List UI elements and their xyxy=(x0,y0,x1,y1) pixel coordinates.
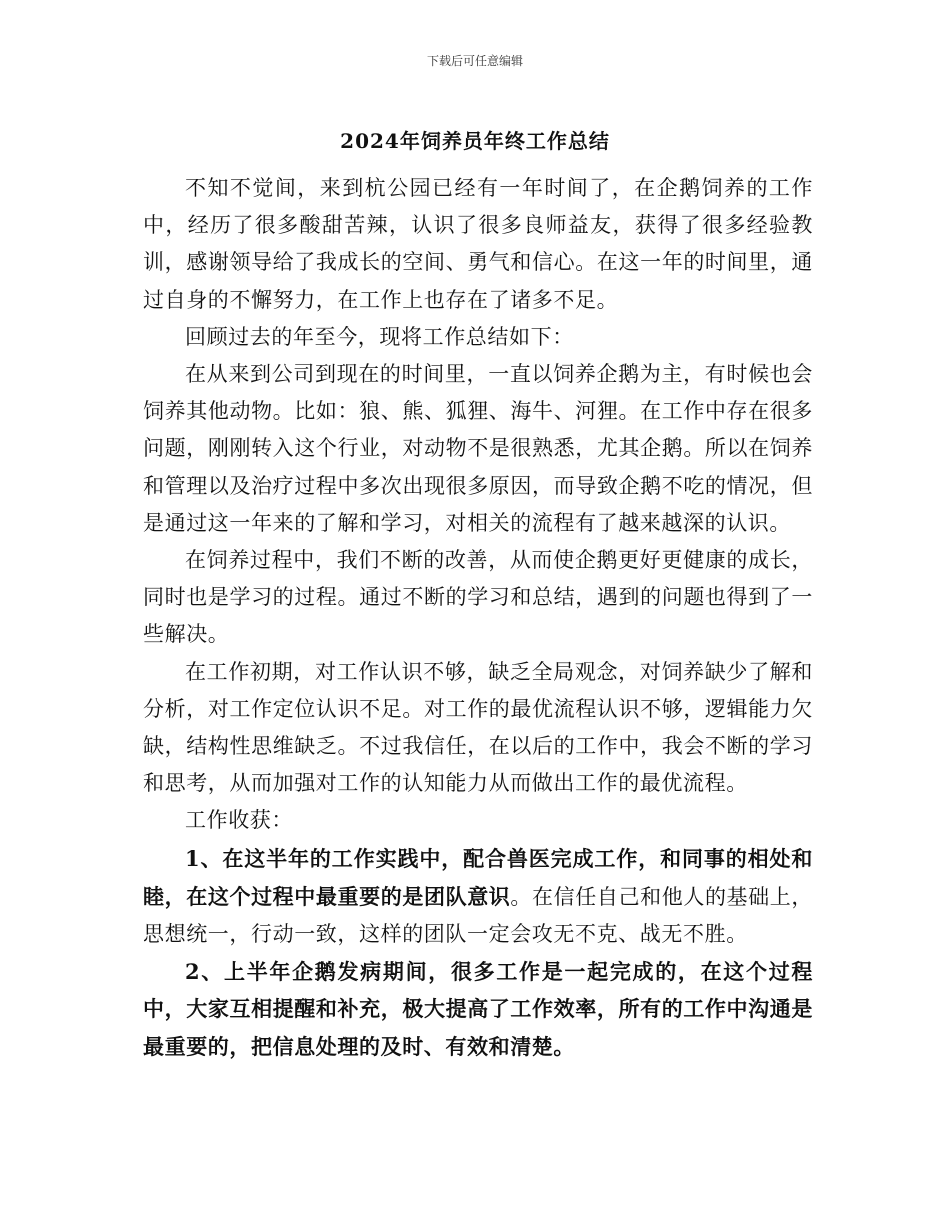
document-body xyxy=(143,170,813,1065)
header-note: 下载后可任意编辑 xyxy=(426,54,523,68)
paragraph-review: 回顾过去的年至今，现将工作总结如下： xyxy=(185,324,574,349)
paragraph-gain-1 xyxy=(143,840,813,954)
gain-1-rest-text: 。在信任自己和他人的基础上，思想统一，行动一致，这样的团队一定会攻无不克、战无不胜。 xyxy=(143,884,813,947)
document-title: 2024年饲养员年终工作总结 xyxy=(340,129,610,153)
gain-1-bold-text: 1、在这半年的工作实践中，配合兽医完成工作，和同事的相处和睦，在这个过程中最重要的是团队意识 xyxy=(143,845,813,909)
paragraph-intro: 不知不觉间，来到杭公园已经有一年时间了，在企鹅饲养的工作中，经历了很多酸甜苦辣，认识了很多良师益友，获得了很多经验教训，感谢领导给了我成长的空间、勇气和信心。在这一年的时间里，通过自身的不懈努力，在工作上也存在了诸多不足。 xyxy=(143,176,813,312)
paragraph-shortcomings: 在工作初期，对工作认识不够，缺乏全局观念，对饲养缺少了解和分析，对工作定位认识不足。对工作的最优流程认识不够，逻辑能力欠缺，结构性思维缺乏。不过我信任，在以后的工作中，我会不断的学习和思考，从而加强对工作的认知能力从而做出工作的最优流程。 xyxy=(143,659,813,796)
paragraph-gains-heading: 工作收获： xyxy=(185,808,293,833)
paragraph-experience: 在从来到公司到现在的时间里，一直以饲养企鹅为主，有时候也会饲养其他动物。比如：狼、熊、狐狸、海牛、河狸。在工作中存在很多问题，刚刚转入这个行业，对动物不是很熟悉，尤其企鹅。所以在饲养和管理以及治疗过程中多次出现很多原因，而导致企鹅不吃的情况，但是通过这一年来的了解和学习，对相关的流程有了越来越深的认识。 xyxy=(143,362,813,535)
paragraph-improvement: 在饲养过程中，我们不断的改善，从而使企鹅更好更健康的成长，同时也是学习的过程。通过不断的学习和总结，遇到的问题也得到了一些解决。 xyxy=(143,548,813,647)
paragraph-gain-2: 2、上半年企鹅发病期间，很多工作是一起完成的，在这个过程中，大家互相提醒和补充，极大提高了工作效率，所有的工作中沟通是最重要的，把信息处理的及时、有效和清楚。 xyxy=(143,959,813,1059)
